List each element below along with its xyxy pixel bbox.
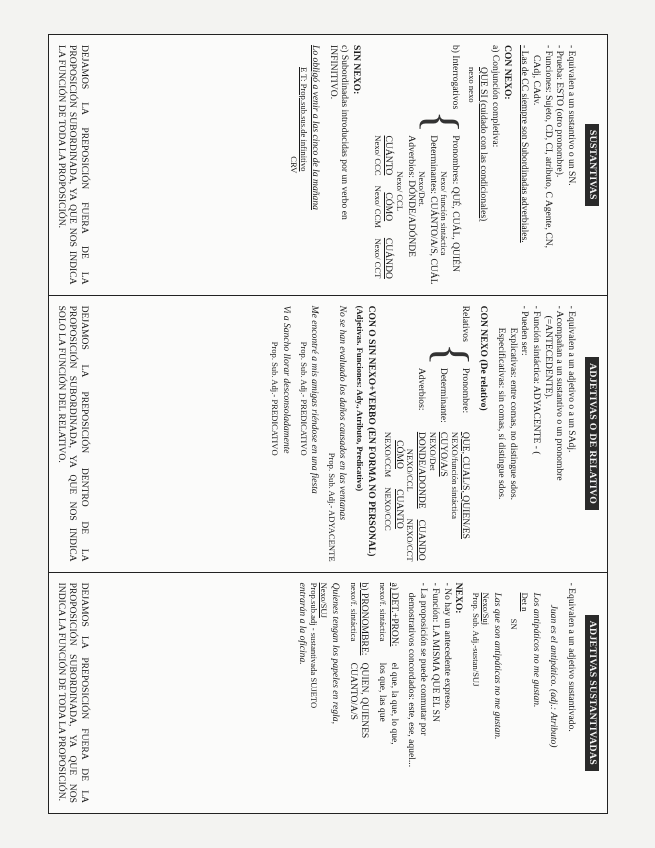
brace: { [424,342,478,366]
cuando-fn: NEXO/CCT [404,518,415,562]
relativos-label: Relativos [459,305,471,342]
con-sin-nexo-2: (Adjetivas. Funciones: Ady., Atributo, Predicativo) [354,305,365,492]
det-pron-val: el que, la que, lo que, [388,662,400,745]
cuanto: CUANTO [393,489,405,529]
bullet: - Función sintáctica: ADYACENTE - ( [530,305,542,455]
example-2: Los antipáticos no me gustan. [530,592,542,708]
example-3-analysis: Prop. Sub. Adj.-sustan/SUJ [470,592,481,687]
example-2-analysis: Prop. Sub. Adj.- PREDICATIVO [298,341,309,456]
determinante-val: CUYO/A/S [437,431,449,477]
example-1-analysis: Prop. Sub. Adj.- ADYACENTE [326,452,337,562]
bullet: - Acompañan a un sustantivo o un pronombre [553,305,565,481]
example-1: Juan es el antipático. (adj.: Atributo) [547,604,559,748]
cuanto-fn: NEXO/CCC [382,487,393,531]
bullet: - Pueden ser: [518,305,530,356]
como-fn: Nexo/ CCM [372,185,383,228]
brace: { [414,110,468,134]
det-pron: a) DET.+PRON: [388,582,400,647]
cuando: CUÁNDO [382,237,394,279]
example-2: Me encontré a mis amigas riéndose en una fiesta [308,305,320,494]
pronombre: Pronombre: [459,367,471,414]
bullet: - Equivalen a un sustantivo o un SN. [565,45,577,186]
example-3: Vi a Sancho llorar desconsoladamente [280,305,292,454]
bullet: CAdj, CAdv. [530,55,542,106]
example-3-analysis: Prop. Sub. Adj.- PREDICATIVO [269,341,280,456]
example-4-cont: entrarán a la oficina. [296,582,308,665]
adverbios-fn: Nexo/ CCL [394,171,405,212]
example-crv: CRV [288,156,299,174]
col-title-adjetivas: ADJETIVAS O DE RELATIVO [585,357,599,510]
bullet: - No hay un antecedente expreso. [441,582,453,711]
como-fn: NEXO/CCM [382,431,393,478]
final-note: DEJAMOS LA PREPOSICIÓN FUERA DE LA PROPOSICIÓN SUBORDINADA, YA QUE NOS INDICA LA FUNCIÓN DE TODA LA PROPOSICIÓN. [55,45,90,285]
relativos-block [382,305,478,562]
example-4-analysis: Prop.sub.adj - sustantivada SUJETO [308,582,319,709]
example-sentence: Lo obligó a venir a las cinco de la mañana [309,45,321,210]
cuanto-fn: Nexo/ CCC [372,135,383,176]
cuando-fn: Nexo/ CCT [372,238,383,279]
example-4: Quienes tengan los papeles en regla, [329,582,341,724]
col-title-adj-sustantivadas: ADJETIVAS SUSTANTIVADAS [585,615,599,771]
bullet: - Función: LA MISMA QUE EL SN [429,582,441,722]
que-si: QUE SI (cuidado con las condicionales) [477,67,489,222]
nexo-nexo: nexo nexo [466,67,477,103]
section-nexo: NEXO: [452,582,464,614]
cuanto-table [372,135,394,284]
section-sin-nexo: SIN NEXO: [350,45,362,95]
final-note: DEJAMOS LA PREPOSICIÓN FUERA DE LA PROPOSICIÓN SUBORDINADA, YA QUE NOS INDICA LA FUNCIÓN DE TODA LA PROPOSICIÓN. [55,582,90,803]
pronombre: b) PRONOMBRE: [358,582,370,656]
bullet: - La proposición se puede conmutar por [417,582,429,736]
bullet: (=ANTECEDENTE). [542,315,554,400]
determinante: Determinante: [437,367,449,423]
adverbios: Adverbios: [415,367,427,411]
section-con-nexo: CON NEXO (De relativo) [477,305,489,411]
explicativas: Explicativas: entre comas, no distingue sdos. [507,327,519,500]
donde-fn: NEXO/CCL [404,448,415,492]
determinantes-fn: Nexo/Det. [416,171,427,207]
column-sustantivas [49,35,607,295]
example-1: No se han evaluado los daños causados en las ventanas [337,305,348,521]
con-sin-nexo: CON O SIN NEXO+VERBO (EN FORMA NO PERSONAL) [365,305,377,557]
example-3-nexo: Nexo/Suj [480,592,491,626]
example-analysis: E T: Prop.sub.sus.de infinitivo [298,67,309,172]
como: CÓMO [382,192,394,222]
example-4-nexo: Nexo/SUJ [318,582,329,618]
pronombres: Pronombres: QUÉ, CUÁL, QUIÉN [449,135,461,272]
scanned-sheet [48,34,608,814]
example-2-analysis: Det n [519,592,530,612]
interrogativos-label: b) Interrogativos [449,45,461,110]
det-pron-fn: nexo/f. sintáctica [377,582,388,642]
especificativas: Especificativas: sin comas, sí distingue sdos. [495,327,507,500]
interrogativos-block [372,45,468,285]
section-con-nexo: CON NEXO: [501,45,513,100]
bullet: - Prueba: ESTO (otro pronombre). [553,45,565,178]
donde: DONDE/ADONDE [415,431,427,509]
pronombre-fn: nexo/f. sintáctica [348,582,359,642]
final-note: DEJAMOS LA PREPOSICIÓN DENTRO DE LA PROPOSICIÓN SUBORDINADA, YA QUE NOS INDICA SOLO LA FUNCIÓN DEL RELATIVO. [55,305,90,562]
pronombres-fn: Nexo/ función sintáctica [438,171,449,256]
pronombre-fn: NEXO/función sintáctica [449,431,460,519]
sin-nexo-c: c) Subordinadas introducidas por un verbo en [339,45,350,220]
pronombre-val: QUE, CUAL/S, QUIEN/ES [459,431,471,540]
col-title-sustantivas: SUSTANTIVAS [585,124,599,206]
determinante-fn: NEXO/Det [427,431,438,471]
bullet: - Equivalen a un adjetivo sustantivado. [565,582,577,732]
determinantes: Determinantes: CUÁNTO/A/S, CUÁL [427,135,439,285]
cuando: CUANDO [415,519,427,561]
como: CÓMO [393,440,405,469]
conj-completiva: a) Conjunción completiva: [489,45,501,148]
adverbios: Adverbios: DÓNDE/ADÓNDE [405,135,417,258]
column-adjetivas [49,295,607,572]
example-3: Las que son antipáticas no me gustan. [491,592,503,740]
sin-nexo-c2: INFINITIVO. [327,45,339,100]
bullet: - Las de CC siempre son Subordinadas adverbiales. [518,45,530,243]
example-2-sn: SN [508,618,519,630]
pronombre-val2: CUANTO/A/S [347,662,359,720]
bullet: demostrativos concordados: este, ese, aquel... [406,592,417,768]
bullet: - Funciones: Sujeto, CD, CI, atributo, C Agente, CN, [542,45,554,249]
det-pron-val2: los que, las que [376,662,388,722]
pronombre-val: QUIEN, QUIENES [358,662,370,739]
bullet: - Equivalen a un adjetivo o a un SAdj. [565,305,577,453]
column-adjetivas-sustantivadas [49,572,607,813]
cuanto: CUÁNTO [382,135,394,176]
